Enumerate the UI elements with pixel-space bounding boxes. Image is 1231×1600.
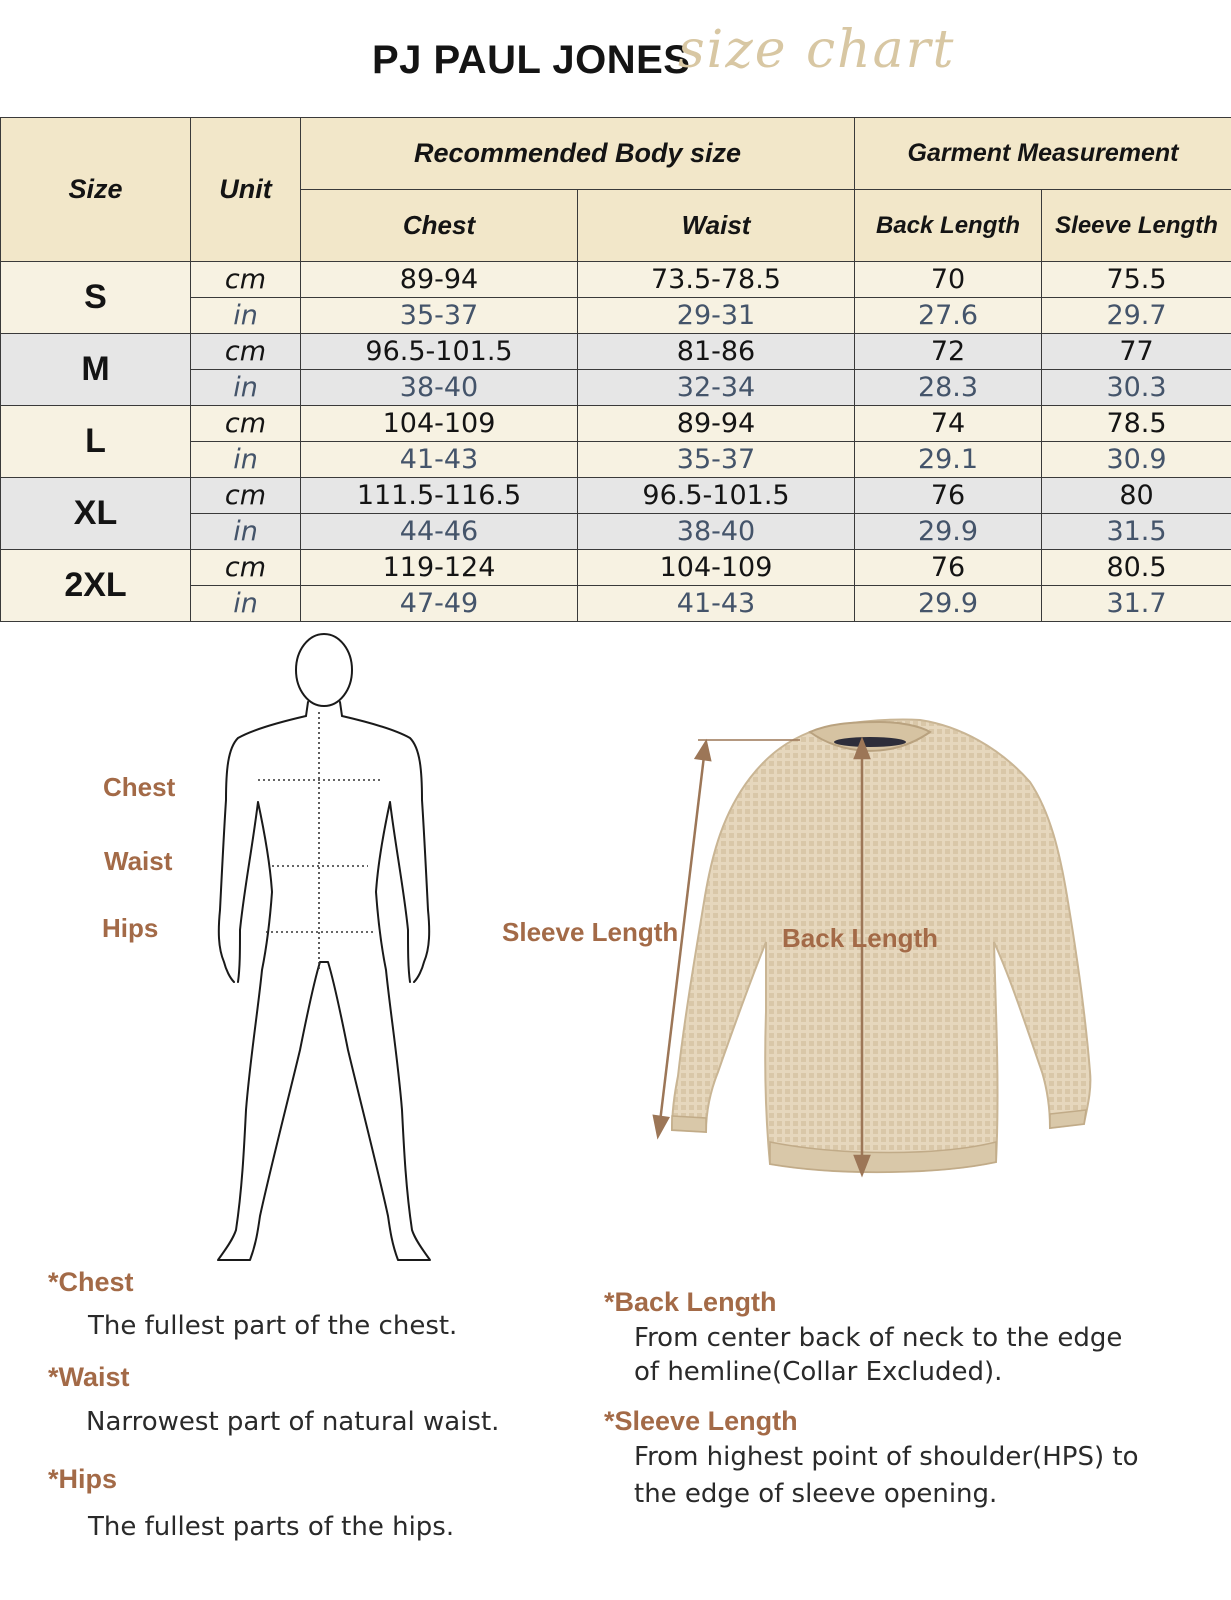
sleeve-length-cell: 31.7 — [1042, 586, 1231, 622]
chest-cell: 111.5-116.5 — [301, 478, 578, 514]
body-outline-illustration — [200, 630, 450, 1270]
header-waist: Waist — [578, 190, 855, 262]
sleeve-length-cell: 30.9 — [1042, 442, 1231, 478]
sweater-label-back-length: Back Length — [782, 923, 939, 953]
body-label-waist: Waist — [104, 846, 173, 876]
definition-text-back-length-2: of hemline(Collar Excluded). — [634, 1357, 1003, 1387]
unit-cell: in — [191, 298, 301, 334]
size-chart-script: size chart — [678, 20, 956, 80]
table-header-row — [1, 118, 1231, 190]
size-cell: L — [1, 406, 191, 478]
waist-cell: 73.5-78.5 — [578, 262, 855, 298]
back-length-cell: 76 — [855, 478, 1042, 514]
table-row — [1, 262, 1231, 298]
sleeve-length-cell: 78.5 — [1042, 406, 1231, 442]
table-row — [1, 406, 1231, 442]
neck-outline — [306, 702, 342, 716]
sweater-label-sleeve-length: Sleeve Length — [502, 917, 679, 947]
back-length-cell: 70 — [855, 262, 1042, 298]
neck-tape — [834, 737, 906, 747]
size-cell: S — [1, 262, 191, 334]
waist-cell: 96.5-101.5 — [578, 478, 855, 514]
body-label-chest: Chest — [103, 772, 176, 802]
waist-cell: 35-37 — [578, 442, 855, 478]
back-length-cell: 29.1 — [855, 442, 1042, 478]
unit-cell: in — [191, 586, 301, 622]
brand-title: PJ PAUL JONES — [372, 38, 691, 82]
torso-outline — [218, 716, 430, 1260]
header-back-length: Back Length — [855, 190, 1042, 262]
back-length-cell: 29.9 — [855, 586, 1042, 622]
unit-cell: cm — [191, 550, 301, 586]
sleeve-length-arrow-bottom — [654, 1116, 668, 1136]
sleeve-length-cell: 80 — [1042, 478, 1231, 514]
unit-cell: cm — [191, 334, 301, 370]
unit-cell: in — [191, 442, 301, 478]
chest-cell: 89-94 — [301, 262, 578, 298]
head-outline — [296, 634, 352, 706]
unit-cell: cm — [191, 406, 301, 442]
back-length-cell: 29.9 — [855, 514, 1042, 550]
definition-text-sleeve-length-2: the edge of sleeve opening. — [634, 1479, 998, 1509]
sleeve-length-cell: 77 — [1042, 334, 1231, 370]
back-length-cell: 74 — [855, 406, 1042, 442]
unit-cell: in — [191, 370, 301, 406]
chest-cell: 38-40 — [301, 370, 578, 406]
chest-cell: 104-109 — [301, 406, 578, 442]
sleeve-length-cell: 29.7 — [1042, 298, 1231, 334]
waist-cell: 32-34 — [578, 370, 855, 406]
definition-title-chest: *Chest — [48, 1267, 134, 1297]
header-recommended-body-size: Recommended Body size — [301, 118, 855, 190]
size-cell: 2XL — [1, 550, 191, 622]
table-row — [1, 550, 1231, 586]
chest-cell: 35-37 — [301, 298, 578, 334]
left-cuff — [672, 1116, 706, 1132]
sleeve-length-cell: 75.5 — [1042, 262, 1231, 298]
definition-title-waist: *Waist — [48, 1362, 130, 1392]
back-length-cell: 27.6 — [855, 298, 1042, 334]
back-length-cell: 72 — [855, 334, 1042, 370]
definition-title-sleeve-length: *Sleeve Length — [604, 1406, 798, 1436]
sleeve-length-arrow-top — [696, 742, 710, 760]
size-cell: XL — [1, 478, 191, 550]
sleeve-length-cell: 31.5 — [1042, 514, 1231, 550]
unit-cell: in — [191, 514, 301, 550]
waist-cell: 81-86 — [578, 334, 855, 370]
body-label-hips: Hips — [102, 913, 159, 943]
definition-title-hips: *Hips — [48, 1464, 118, 1494]
sleeve-length-cell: 80.5 — [1042, 550, 1231, 586]
chest-cell: 44-46 — [301, 514, 578, 550]
definition-text-waist: Narrowest part of natural waist. — [86, 1407, 500, 1437]
header-chest: Chest — [301, 190, 578, 262]
back-length-cell: 76 — [855, 550, 1042, 586]
waist-cell: 104-109 — [578, 550, 855, 586]
back-length-cell: 28.3 — [855, 370, 1042, 406]
chest-cell: 119-124 — [301, 550, 578, 586]
unit-cell: cm — [191, 478, 301, 514]
unit-cell: cm — [191, 262, 301, 298]
definition-text-hips: The fullest parts of the hips. — [88, 1512, 455, 1542]
definition-text-back-length-1: From center back of neck to the edge — [634, 1323, 1123, 1353]
size-cell: M — [1, 334, 191, 406]
waist-cell: 89-94 — [578, 406, 855, 442]
table-row — [1, 478, 1231, 514]
header-size: Size — [1, 118, 191, 262]
chest-cell: 47-49 — [301, 586, 578, 622]
chest-cell: 96.5-101.5 — [301, 334, 578, 370]
table-row — [1, 334, 1231, 370]
chest-cell: 41-43 — [301, 442, 578, 478]
header-sleeve-length: Sleeve Length — [1042, 190, 1231, 262]
header-garment-measurement: Garment Measurement — [855, 118, 1231, 190]
definition-text-sleeve-length-1: From highest point of shoulder(HPS) to — [634, 1442, 1139, 1472]
waist-cell: 38-40 — [578, 514, 855, 550]
sleeve-length-cell: 30.3 — [1042, 370, 1231, 406]
definition-title-back-length: *Back Length — [604, 1287, 777, 1317]
definition-text-chest: The fullest part of the chest. — [88, 1311, 458, 1341]
waist-cell: 41-43 — [578, 586, 855, 622]
size-table — [0, 117, 1231, 622]
header-unit: Unit — [191, 118, 301, 262]
waist-cell: 29-31 — [578, 298, 855, 334]
